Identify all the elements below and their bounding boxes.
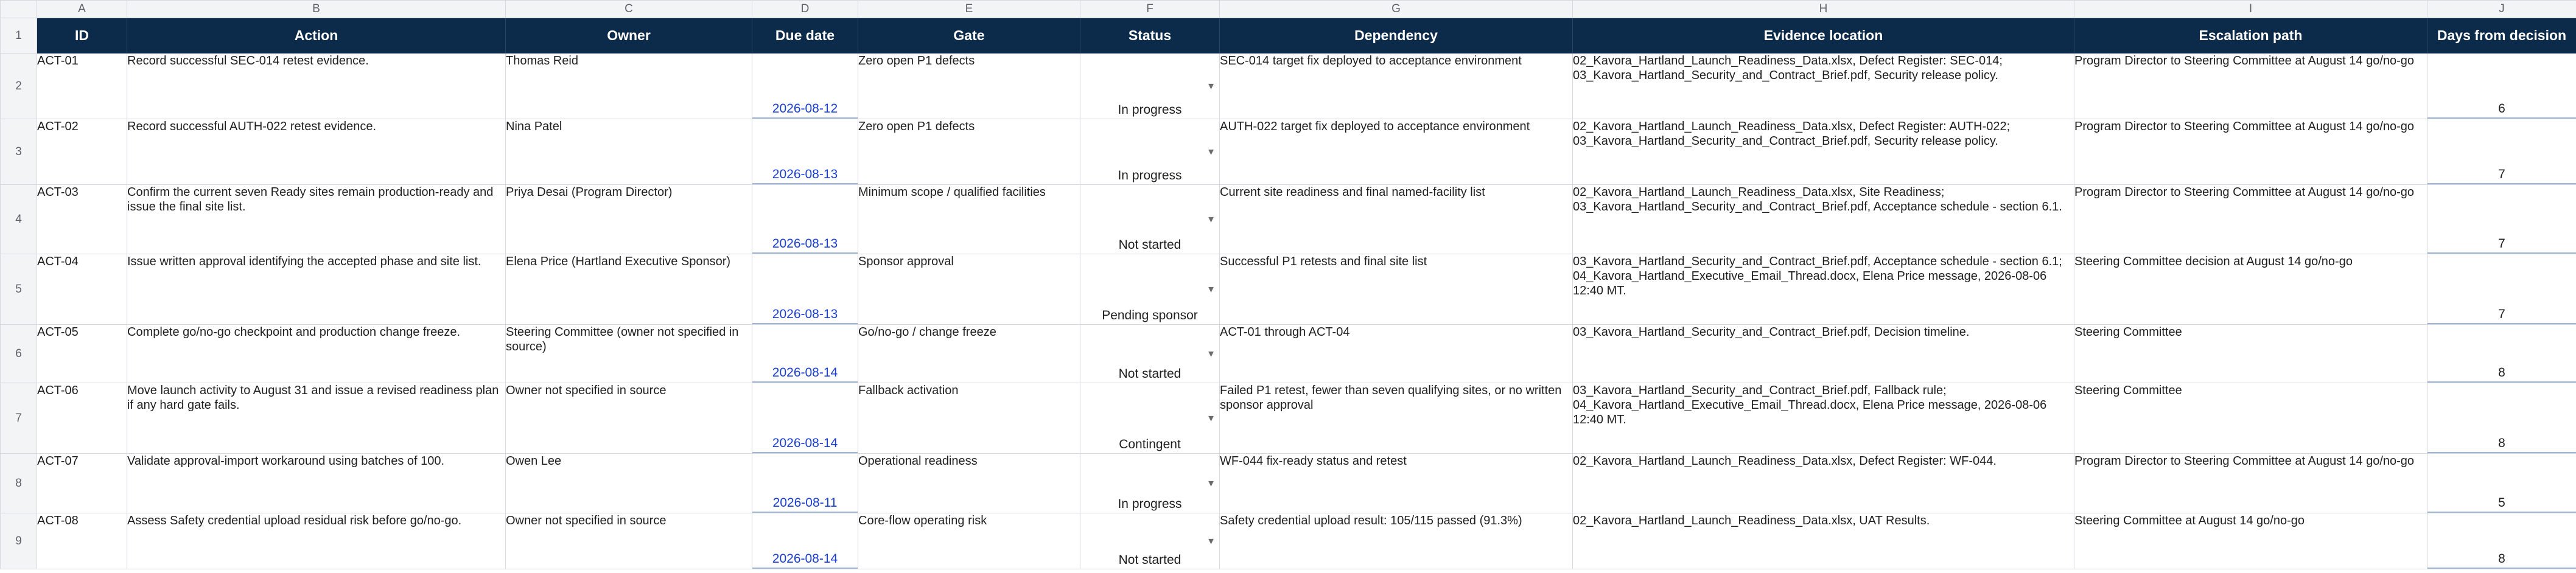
gate-text: Operational readiness <box>858 454 978 468</box>
cell-action[interactable] <box>127 54 506 119</box>
id-text: ACT-01 <box>37 54 79 68</box>
escalation-text: Program Director to Steering Committee at August 14 go/no-go <box>2074 54 2415 68</box>
evidence-text: 03_Kavora_Hartland_Security_and_Contract_Brief.pdf, Decision timeline. <box>1573 325 1970 339</box>
dropdown-arrow-icon[interactable]: ▼ <box>1206 284 1216 294</box>
escalation-text: Program Director to Steering Committee at August 14 go/no-go <box>2074 186 2415 199</box>
due-date-text: 2026-08-11 <box>752 496 858 513</box>
action-text: Move launch activity to August 31 and issue a revised readiness plan if any hard gate fails. <box>127 384 499 412</box>
status-text: In progress <box>1118 497 1182 511</box>
cell-dependency[interactable] <box>1220 325 1573 383</box>
cell-due-date[interactable] <box>752 383 858 454</box>
action-text: Record successful SEC-014 retest evidence. <box>127 54 369 68</box>
owner-text: Nina Patel <box>506 120 562 133</box>
cell-owner[interactable] <box>506 254 752 325</box>
evidence-text: 02_Kavora_Hartland_Launch_Readiness_Data.xlsx, Defect Register: SEC-014; 03_Kavora_Hartland_Security_and_Contract_Brief.pdf, Security release policy. <box>1573 54 2003 82</box>
cell-gate[interactable] <box>858 54 1080 119</box>
id-text: ACT-03 <box>37 186 79 199</box>
days-text: 7 <box>2427 237 2576 254</box>
status-text: In progress <box>1118 168 1182 182</box>
header-due-date[interactable]: Due date <box>752 18 858 54</box>
column-letter-row <box>1 1 2576 18</box>
column-header-d[interactable]: D <box>752 1 858 18</box>
cell-id[interactable] <box>37 325 127 383</box>
status-text: In progress <box>1118 103 1182 117</box>
owner-text: Priya Desai (Program Director) <box>506 186 673 199</box>
status-text: Not started <box>1118 367 1181 381</box>
table-row <box>1 325 2576 383</box>
cell-status-dropdown[interactable] <box>1080 254 1220 325</box>
table-row <box>1 119 2576 185</box>
row-number[interactable]: 4 <box>1 185 37 254</box>
cell-escalation-path[interactable] <box>2074 454 2427 513</box>
cell-owner[interactable] <box>506 54 752 119</box>
dropdown-arrow-icon[interactable]: ▼ <box>1206 413 1216 423</box>
due-date-text: 2026-08-14 <box>752 366 858 383</box>
days-text: 8 <box>2427 552 2576 569</box>
cell-action[interactable] <box>127 513 506 569</box>
cell-owner[interactable] <box>506 119 752 185</box>
escalation-text: Program Director to Steering Committee at August 14 go/no-go <box>2074 120 2415 133</box>
cell-dependency[interactable] <box>1220 254 1573 325</box>
cell-days-from-decision[interactable] <box>2427 513 2576 569</box>
dropdown-arrow-icon[interactable]: ▼ <box>1206 349 1216 359</box>
cell-days-from-decision[interactable] <box>2427 325 2576 383</box>
escalation-text: Steering Committee <box>2074 325 2182 339</box>
cell-status-dropdown[interactable] <box>1080 119 1220 185</box>
cell-id[interactable] <box>37 119 127 185</box>
escalation-text: Steering Committee at August 14 go/no-go <box>2074 514 2305 527</box>
gate-text: Go/no-go / change freeze <box>858 325 996 339</box>
cell-gate[interactable] <box>858 185 1080 254</box>
table-row <box>1 513 2576 569</box>
cell-days-from-decision[interactable] <box>2427 185 2576 254</box>
row-number[interactable]: 7 <box>1 383 37 454</box>
row-number[interactable]: 1 <box>1 18 37 54</box>
evidence-text: 03_Kavora_Hartland_Security_and_Contract_Brief.pdf, Fallback rule; 04_Kavora_Hartland_Executive_Email_Thread.docx, Elena Price message, 2026-08-06 12:40 MT. <box>1573 384 2047 426</box>
cell-evidence-location[interactable] <box>1573 513 2074 569</box>
evidence-text: 02_Kavora_Hartland_Launch_Readiness_Data.xlsx, Defect Register: AUTH-022; 03_Kavora_Hartland_Security_and_Contract_Brief.pdf, Security release policy. <box>1573 120 2011 148</box>
cell-status-dropdown[interactable] <box>1080 54 1220 119</box>
action-text: Record successful AUTH-022 retest evidence. <box>127 120 377 133</box>
header-row <box>1 18 2576 54</box>
due-date-text: 2026-08-13 <box>752 167 858 184</box>
cell-dependency[interactable] <box>1220 454 1573 513</box>
column-header-f[interactable]: F <box>1080 1 1220 18</box>
row-number[interactable]: 3 <box>1 119 37 185</box>
days-text: 8 <box>2427 436 2576 453</box>
id-text: ACT-06 <box>37 384 79 397</box>
cell-id[interactable] <box>37 513 127 569</box>
cell-action[interactable] <box>127 454 506 513</box>
status-text: Contingent <box>1119 437 1181 451</box>
cell-escalation-path[interactable] <box>2074 325 2427 383</box>
column-header-e[interactable]: E <box>858 1 1080 18</box>
cell-gate[interactable] <box>858 119 1080 185</box>
action-text: Validate approval-import workaround using batches of 100. <box>127 454 445 468</box>
cell-escalation-path[interactable] <box>2074 119 2427 185</box>
cell-id[interactable] <box>37 454 127 513</box>
cell-due-date[interactable] <box>752 54 858 119</box>
cell-id[interactable] <box>37 185 127 254</box>
cell-due-date[interactable] <box>752 254 858 325</box>
cell-due-date[interactable] <box>752 185 858 254</box>
days-text: 7 <box>2427 167 2576 184</box>
dropdown-arrow-icon[interactable]: ▼ <box>1206 536 1216 546</box>
cell-due-date[interactable] <box>752 119 858 185</box>
cell-days-from-decision[interactable] <box>2427 54 2576 119</box>
status-text: Not started <box>1118 553 1181 567</box>
status-text: Not started <box>1118 238 1181 252</box>
cell-gate[interactable] <box>858 454 1080 513</box>
owner-text: Owner not specified in source <box>506 384 667 397</box>
cell-id[interactable] <box>37 254 127 325</box>
cell-evidence-location[interactable] <box>1573 119 2074 185</box>
gate-text: Sponsor approval <box>858 255 954 268</box>
escalation-text: Steering Committee decision at August 14 go/no-go <box>2074 255 2353 268</box>
days-text: 7 <box>2427 307 2576 324</box>
cell-escalation-path[interactable] <box>2074 383 2427 454</box>
cell-owner[interactable] <box>506 325 752 383</box>
owner-text: Owner not specified in source <box>506 514 667 527</box>
cell-evidence-location[interactable] <box>1573 185 2074 254</box>
table-row <box>1 254 2576 325</box>
cell-due-date[interactable] <box>752 513 858 569</box>
header-owner[interactable]: Owner <box>506 18 752 54</box>
cell-dependency[interactable] <box>1220 185 1573 254</box>
row-number[interactable]: 6 <box>1 325 37 383</box>
cell-evidence-location[interactable] <box>1573 54 2074 119</box>
due-date-text: 2026-08-12 <box>752 102 858 119</box>
cell-days-from-decision[interactable] <box>2427 383 2576 454</box>
row-number[interactable]: 9 <box>1 513 37 569</box>
dependency-text: SEC-014 target fix deployed to acceptance environment <box>1220 54 1522 68</box>
cell-id[interactable] <box>37 54 127 119</box>
id-text: ACT-02 <box>37 120 79 133</box>
gate-text: Zero open P1 defects <box>858 120 975 133</box>
due-date-text: 2026-08-14 <box>752 436 858 453</box>
cell-due-date[interactable] <box>752 454 858 513</box>
cell-action[interactable] <box>127 325 506 383</box>
gate-text: Zero open P1 defects <box>858 54 975 68</box>
cell-owner[interactable] <box>506 454 752 513</box>
dependency-text: Successful P1 retests and final site list <box>1220 255 1427 268</box>
column-header-i[interactable]: I <box>2074 1 2427 18</box>
header-days-from-decision[interactable]: Days from decision <box>2427 18 2576 54</box>
action-text: Issue written approval identifying the accepted phase and site list. <box>127 255 481 268</box>
cell-id[interactable] <box>37 383 127 454</box>
table-row <box>1 54 2576 119</box>
row-number[interactable]: 5 <box>1 254 37 325</box>
cell-evidence-location[interactable] <box>1573 454 2074 513</box>
row-number[interactable]: 8 <box>1 454 37 513</box>
cell-action[interactable] <box>127 383 506 454</box>
cell-escalation-path[interactable] <box>2074 254 2427 325</box>
cell-escalation-path[interactable] <box>2074 54 2427 119</box>
owner-text: Steering Committee (owner not specified in source) <box>506 325 739 353</box>
status-text: Pending sponsor <box>1102 308 1198 322</box>
cell-dependency[interactable] <box>1220 383 1573 454</box>
cell-days-from-decision[interactable] <box>2427 454 2576 513</box>
cell-action[interactable] <box>127 119 506 185</box>
header-id[interactable]: ID <box>37 18 127 54</box>
cell-dependency[interactable] <box>1220 119 1573 185</box>
cell-dependency[interactable] <box>1220 54 1573 119</box>
days-text: 6 <box>2427 102 2576 119</box>
header-status[interactable]: Status <box>1080 18 1220 54</box>
header-dependency[interactable]: Dependency <box>1220 18 1573 54</box>
cell-evidence-location[interactable] <box>1573 325 2074 383</box>
header-gate[interactable]: Gate <box>858 18 1080 54</box>
days-text: 8 <box>2427 366 2576 383</box>
cell-gate[interactable] <box>858 383 1080 454</box>
column-header-b[interactable]: B <box>127 1 506 18</box>
owner-text: Owen Lee <box>506 454 562 468</box>
table-row <box>1 185 2576 254</box>
days-text: 5 <box>2427 496 2576 513</box>
cell-status-dropdown[interactable] <box>1080 325 1220 383</box>
owner-text: Elena Price (Hartland Executive Sponsor) <box>506 255 731 268</box>
dependency-text: WF-044 fix-ready status and retest <box>1220 454 1407 468</box>
cell-status-dropdown[interactable] <box>1080 383 1220 454</box>
dependency-text: ACT-01 through ACT-04 <box>1220 325 1350 339</box>
cell-gate[interactable] <box>858 254 1080 325</box>
dependency-text: AUTH-022 target fix deployed to acceptance environment <box>1220 120 1530 133</box>
dependency-text: Current site readiness and final named-facility list <box>1220 186 1485 199</box>
column-header-c[interactable]: C <box>506 1 752 18</box>
header-action[interactable]: Action <box>127 18 506 54</box>
evidence-text: 02_Kavora_Hartland_Launch_Readiness_Data.xlsx, Site Readiness; 03_Kavora_Hartland_Security_and_Contract_Brief.pdf, Acceptance schedule - section 6.1. <box>1573 186 2062 214</box>
select-all-corner[interactable] <box>1 1 37 18</box>
due-date-text: 2026-08-13 <box>752 307 858 324</box>
cell-dependency[interactable] <box>1220 513 1573 569</box>
row-number[interactable]: 2 <box>1 54 37 119</box>
evidence-text: 02_Kavora_Hartland_Launch_Readiness_Data.xlsx, UAT Results. <box>1573 514 1930 527</box>
cell-days-from-decision[interactable] <box>2427 119 2576 185</box>
dependency-text: Safety credential upload result: 105/115 passed (91.3%) <box>1220 514 1522 527</box>
cell-days-from-decision[interactable] <box>2427 254 2576 325</box>
action-text: Assess Safety credential upload residual risk before go/no-go. <box>127 514 462 527</box>
cell-owner[interactable] <box>506 513 752 569</box>
gate-text: Minimum scope / qualified facilities <box>858 186 1046 199</box>
gate-text: Core-flow operating risk <box>858 514 987 527</box>
evidence-text: 02_Kavora_Hartland_Launch_Readiness_Data.xlsx, Defect Register: WF-044. <box>1573 454 1997 468</box>
cell-due-date[interactable] <box>752 325 858 383</box>
header-escalation-path[interactable]: Escalation path <box>2074 18 2427 54</box>
cell-action[interactable] <box>127 254 506 325</box>
gate-text: Fallback activation <box>858 384 959 397</box>
cell-status-dropdown[interactable] <box>1080 513 1220 569</box>
header-evidence-location[interactable]: Evidence location <box>1573 18 2074 54</box>
action-text: Complete go/no-go checkpoint and production change freeze. <box>127 325 461 339</box>
dropdown-arrow-icon[interactable]: ▼ <box>1206 147 1216 157</box>
column-header-j[interactable]: J <box>2427 1 2576 18</box>
table-row <box>1 383 2576 454</box>
due-date-text: 2026-08-13 <box>752 237 858 254</box>
id-text: ACT-07 <box>37 454 79 468</box>
cell-evidence-location[interactable] <box>1573 254 2074 325</box>
column-header-h[interactable]: H <box>1573 1 2074 18</box>
id-text: ACT-04 <box>37 255 79 268</box>
action-text: Confirm the current seven Ready sites remain production-ready and issue the final site list. <box>127 186 494 214</box>
cell-owner[interactable] <box>506 383 752 454</box>
due-date-text: 2026-08-14 <box>752 552 858 569</box>
cell-owner[interactable] <box>506 185 752 254</box>
table-row <box>1 454 2576 513</box>
escalation-text: Steering Committee <box>2074 384 2182 397</box>
cell-action[interactable] <box>127 185 506 254</box>
column-header-a[interactable]: A <box>37 1 127 18</box>
escalation-text: Program Director to Steering Committee at August 14 go/no-go <box>2074 454 2415 468</box>
dependency-text: Failed P1 retest, fewer than seven qualifying sites, or no written sponsor approval <box>1220 384 1562 412</box>
id-text: ACT-08 <box>37 514 79 527</box>
column-header-g[interactable]: G <box>1220 1 1573 18</box>
id-text: ACT-05 <box>37 325 79 339</box>
cell-gate[interactable] <box>858 325 1080 383</box>
cell-escalation-path[interactable] <box>2074 513 2427 569</box>
cell-evidence-location[interactable] <box>1573 383 2074 454</box>
dropdown-arrow-icon[interactable]: ▼ <box>1206 81 1216 91</box>
cell-status-dropdown[interactable] <box>1080 185 1220 254</box>
evidence-text: 03_Kavora_Hartland_Security_and_Contract_Brief.pdf, Acceptance schedule - section 6.1; 04_Kavora_Hartland_Executive_Email_Thread.docx, Elena Price message, 2026-08-06 12:40 MT. <box>1573 255 2062 297</box>
cell-gate[interactable] <box>858 513 1080 569</box>
dropdown-arrow-icon[interactable]: ▼ <box>1206 214 1216 224</box>
owner-text: Thomas Reid <box>506 54 578 68</box>
cell-status-dropdown[interactable] <box>1080 454 1220 513</box>
cell-escalation-path[interactable] <box>2074 185 2427 254</box>
dropdown-arrow-icon[interactable]: ▼ <box>1206 478 1216 488</box>
